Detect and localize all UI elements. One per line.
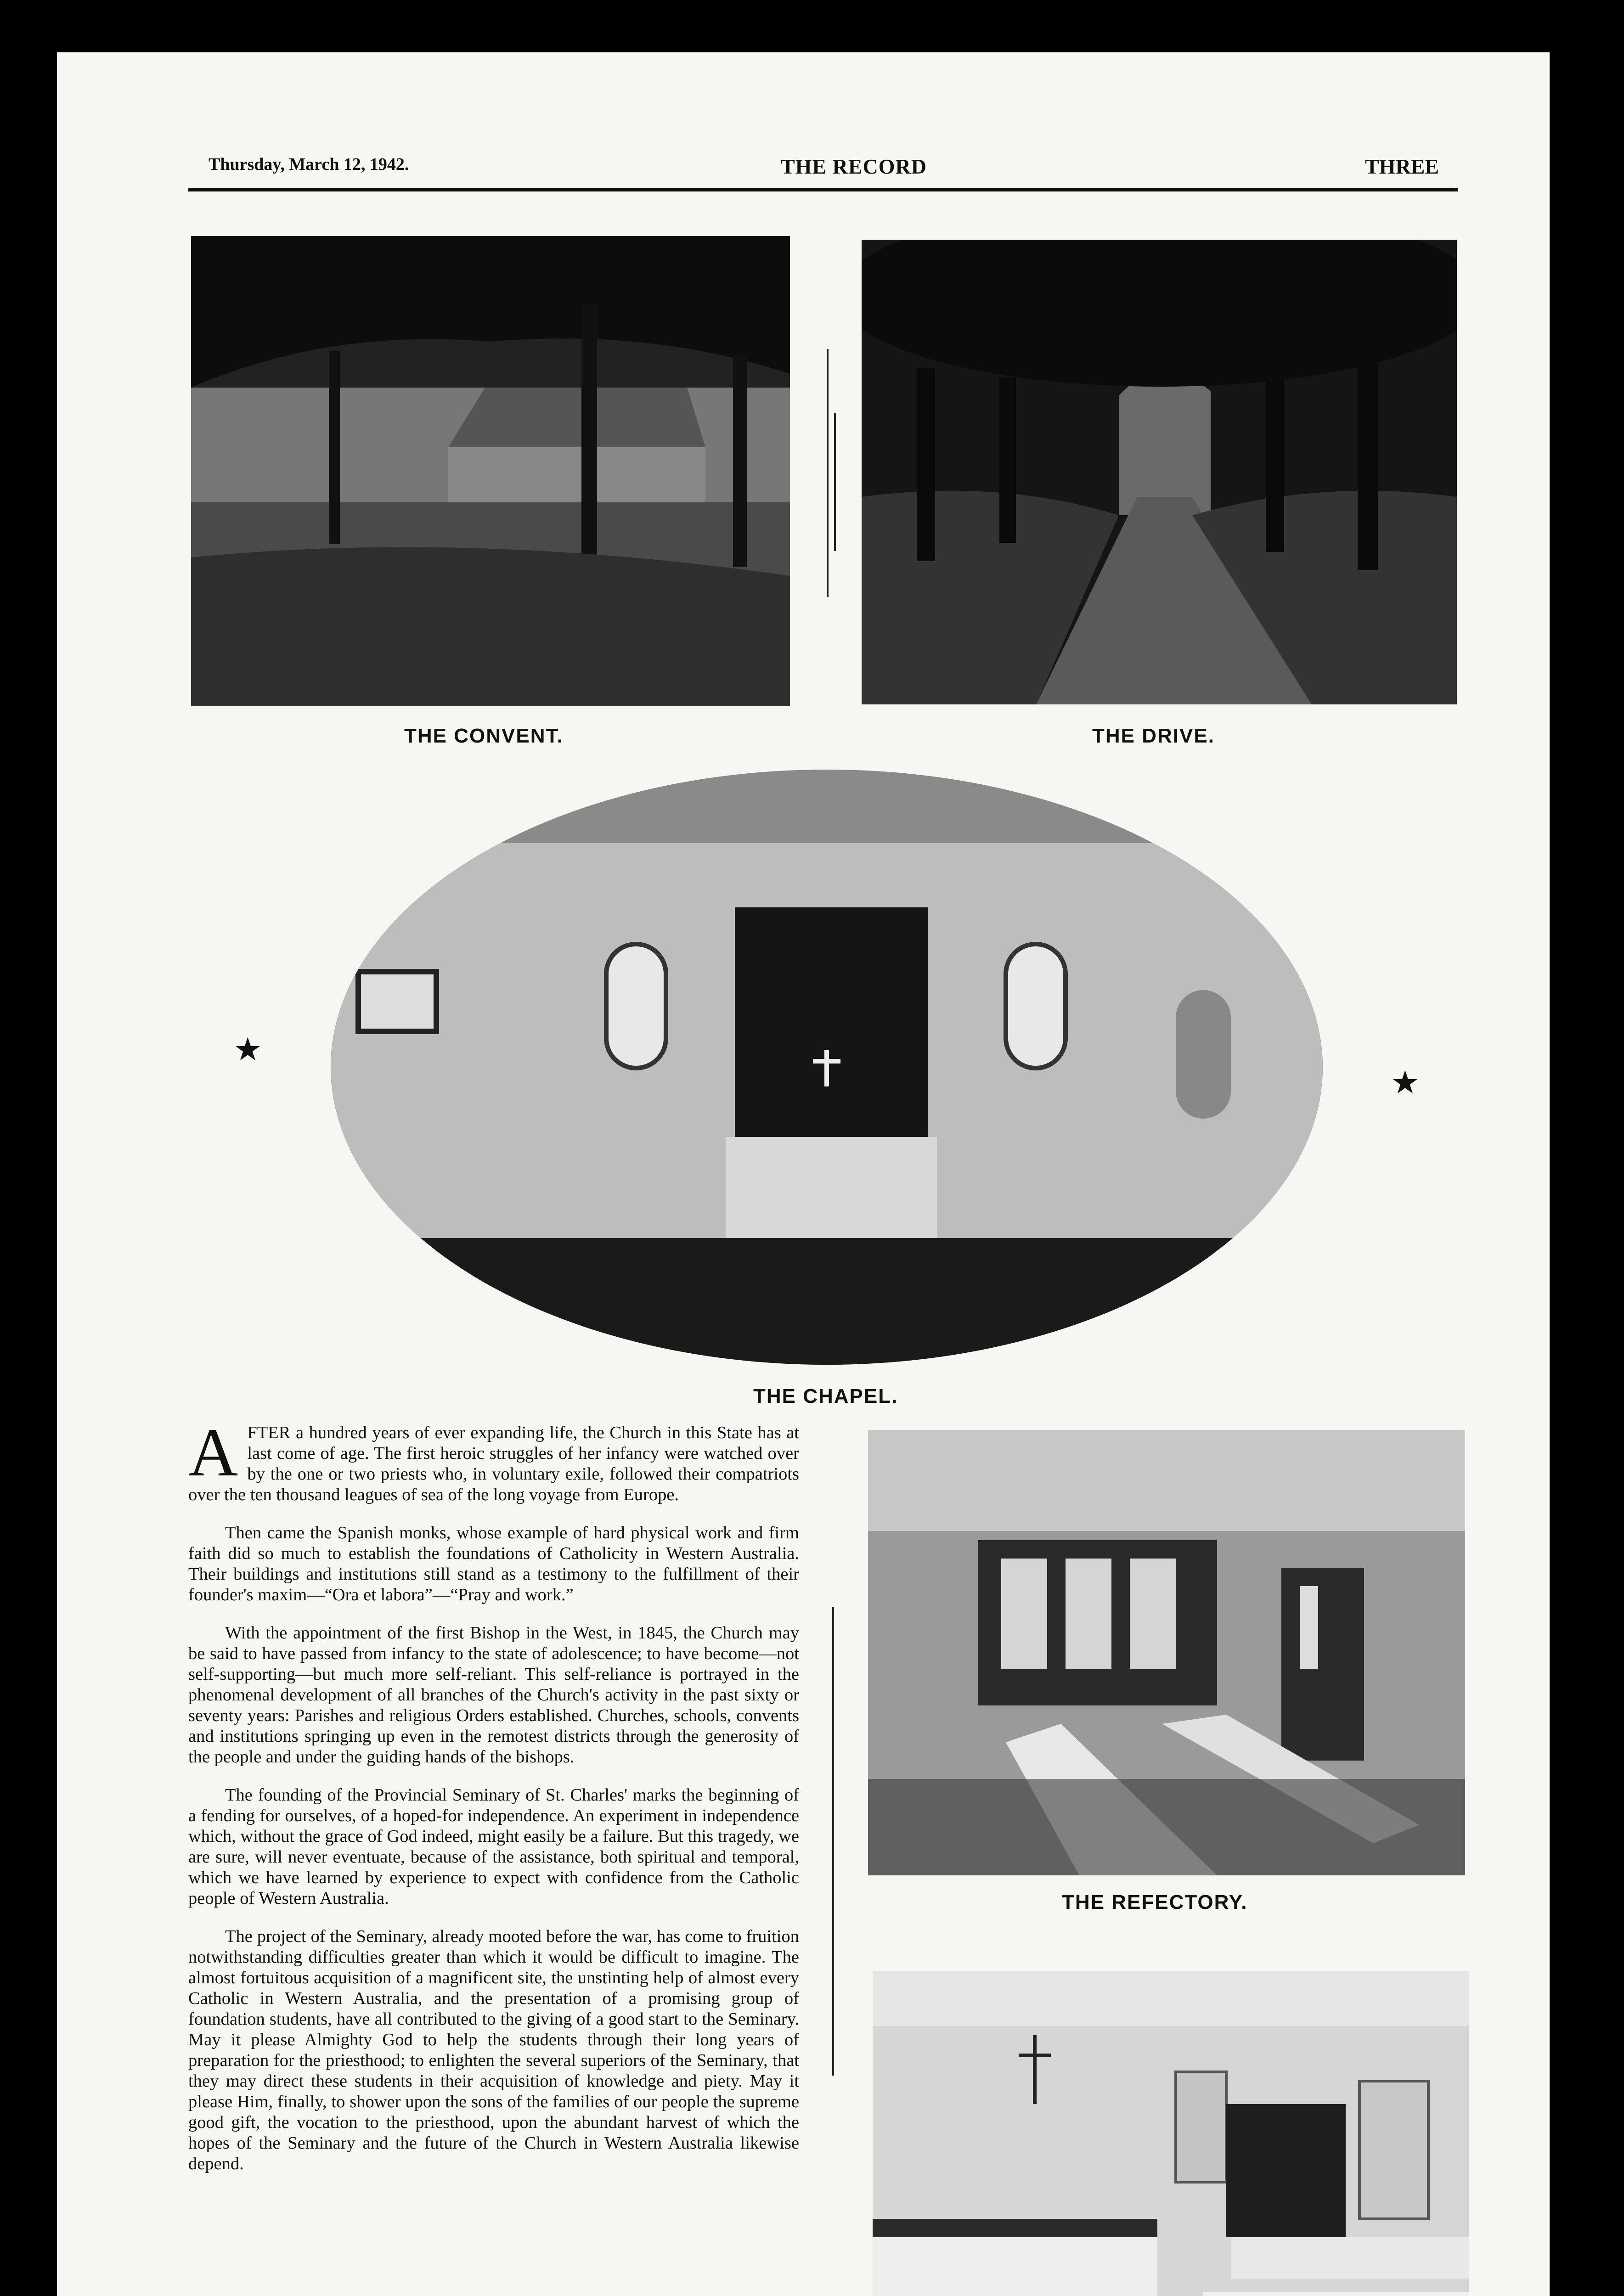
article-body (188, 1414, 799, 2192)
article-paragraph: Then came the Spanish monks, whose example of hard physical work and firm faith did so much to establish the foundations of Catholicity in Western Australia. Their buildings and institutions still stand as a testimony to the fulfillment of their founder's maxim—“Ora et labora”—“Pray and work.” (188, 1523, 799, 1604)
masthead-title: THE RECORD (781, 155, 927, 178)
header-rule (188, 188, 1458, 191)
refectory-photo (868, 1430, 1465, 1875)
star-ornament-right: ★ (1391, 1064, 1420, 1101)
caption-refectory: THE REFECTORY. (1062, 1891, 1248, 1913)
column-divider (827, 349, 829, 597)
caption-drive: THE DRIVE. (1092, 725, 1215, 747)
article-paragraph: AFTER a hundred years of ever expanding life, the Church in this State has at last come of age. The first heroic struggles of her infancy were watched over by the one or two priests who, in voluntary exile, followed their compatriots over the ten thousand leagues of sea of the long voyage from Europe. (188, 1414, 799, 1504)
column-divider (834, 413, 836, 551)
article-paragraph: With the appointment of the first Bishop in the West, in 1845, the Church may be said to have passed from infancy to the state of adolescence; to have become—not self-supporting—but much more self-reliant. This self-reliance is portrayed in the phenomenal development of all branches of the Church's activity in the past sixty or seventy years: Parishes and religious Orders established. Churches, schools, convents and institutions springing up even in the remotest districts through the generosity of the people and under the guiding hands of the bishops. (188, 1623, 799, 1767)
drive-photo (862, 240, 1457, 704)
dormitory-photo (873, 1971, 1469, 2296)
drop-cap: A (188, 1414, 238, 1491)
page-number: THREE (1365, 155, 1439, 178)
caption-chapel: THE CHAPEL. (753, 1385, 898, 1407)
article-paragraph: The founding of the Provincial Seminary of St. Charles' marks the beginning of a fending for ourselves, of a hoped-for independence. An experiment in independence which, without the grace of God indeed, might easily be a failure. But this tragedy, we are sure, will never eventuate, because of the assistance, both spiritual and temporal, which we have learned by experience to expect with confidence from the Catholic people of Western Australia. (188, 1785, 799, 1908)
column-divider (832, 1607, 834, 2076)
article-paragraph: The project of the Seminary, already mooted before the war, has come to fruition notwithstanding difficulties greater than which it would be difficult to imagine. The almost fortuitous acquisition of a magnificent site, the unstinting help of almost every Catholic in Western Australia, and the presentation of a promising group of foundation students, have all contributed to the giving of a good start to the Seminary. May it please Almighty God to help the students through their long years of preparation for the priesthood; to enlighten the several superiors of the Seminary, that they may direct these students in their acquisition of knowledge and piety. May it please Him, finally, to shower upon the sons of the families of our people the supreme good gift, the vocation to the priesthood, upon the abundant harvest of which the hopes of the Seminary and the future of the Church in Western Australia likewise depend. (188, 1927, 799, 2173)
convent-photo (191, 236, 790, 706)
chapel-photo (331, 770, 1323, 1365)
star-ornament-left: ★ (233, 1030, 262, 1068)
issue-date: Thursday, March 12, 1942. (209, 155, 409, 174)
caption-convent: THE CONVENT. (404, 725, 564, 747)
